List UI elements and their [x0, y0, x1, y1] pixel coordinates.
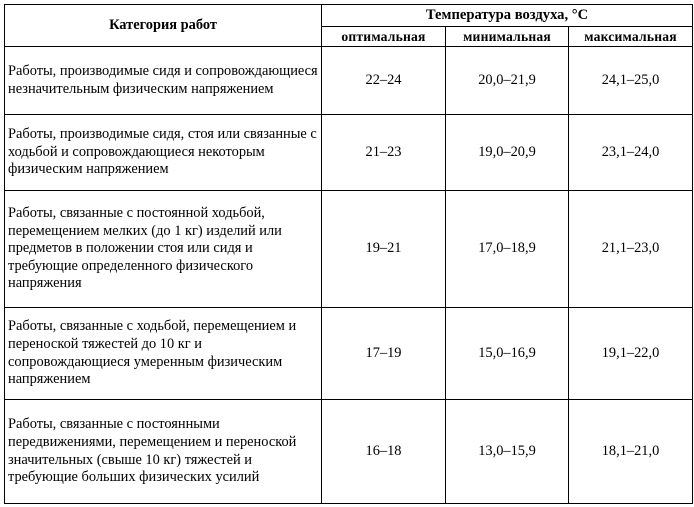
table-header-row	[5, 5, 693, 27]
row-minimum: 17,0–18,9	[446, 191, 569, 308]
category-column-header: Категория работ	[5, 5, 322, 47]
row-category: Работы, связанные с постоянной ходьбой, перемещением мелких (до 1 кг) изделий или предметов в положении стоя или сидя и требующие определенного физического напряжения	[5, 191, 322, 308]
row-category: Работы, производимые сидя и сопровождающиеся незначительным физическим напряжением	[5, 47, 322, 115]
minimum-column-header: минимальная	[446, 27, 569, 47]
temperature-group-header: Температура воздуха, °С	[322, 5, 693, 27]
row-minimum: 15,0–16,9	[446, 308, 569, 400]
row-optimal: 16–18	[322, 400, 446, 504]
row-optimal: 21–23	[322, 115, 446, 191]
temperature-norms-table	[4, 4, 693, 504]
table-row	[5, 400, 693, 504]
table-row	[5, 191, 693, 308]
maximum-column-header: максимальная	[569, 27, 693, 47]
row-optimal: 17–19	[322, 308, 446, 400]
row-minimum: 19,0–20,9	[446, 115, 569, 191]
row-maximum: 23,1–24,0	[569, 115, 693, 191]
row-minimum: 13,0–15,9	[446, 400, 569, 504]
table-row	[5, 115, 693, 191]
row-maximum: 24,1–25,0	[569, 47, 693, 115]
table-row	[5, 47, 693, 115]
row-minimum: 20,0–21,9	[446, 47, 569, 115]
row-category: Работы, связанные с постоянными передвижениями, перемещением и переноской значительных (свыше 10 кг) тяжестей и требующие больших физических усилий	[5, 400, 322, 504]
row-maximum: 18,1–21,0	[569, 400, 693, 504]
row-maximum: 19,1–22,0	[569, 308, 693, 400]
row-maximum: 21,1–23,0	[569, 191, 693, 308]
row-optimal: 22–24	[322, 47, 446, 115]
optimal-column-header: оптимальная	[322, 27, 446, 47]
table-row	[5, 308, 693, 400]
row-category: Работы, связанные с ходьбой, перемещением и переноской тяжестей до 10 кг и сопровождающиеся умеренным физическим напряжением	[5, 308, 322, 400]
row-optimal: 19–21	[322, 191, 446, 308]
row-category: Работы, производимые сидя, стоя или связанные с ходьбой и сопровождающиеся некоторым физическим напряжением	[5, 115, 322, 191]
